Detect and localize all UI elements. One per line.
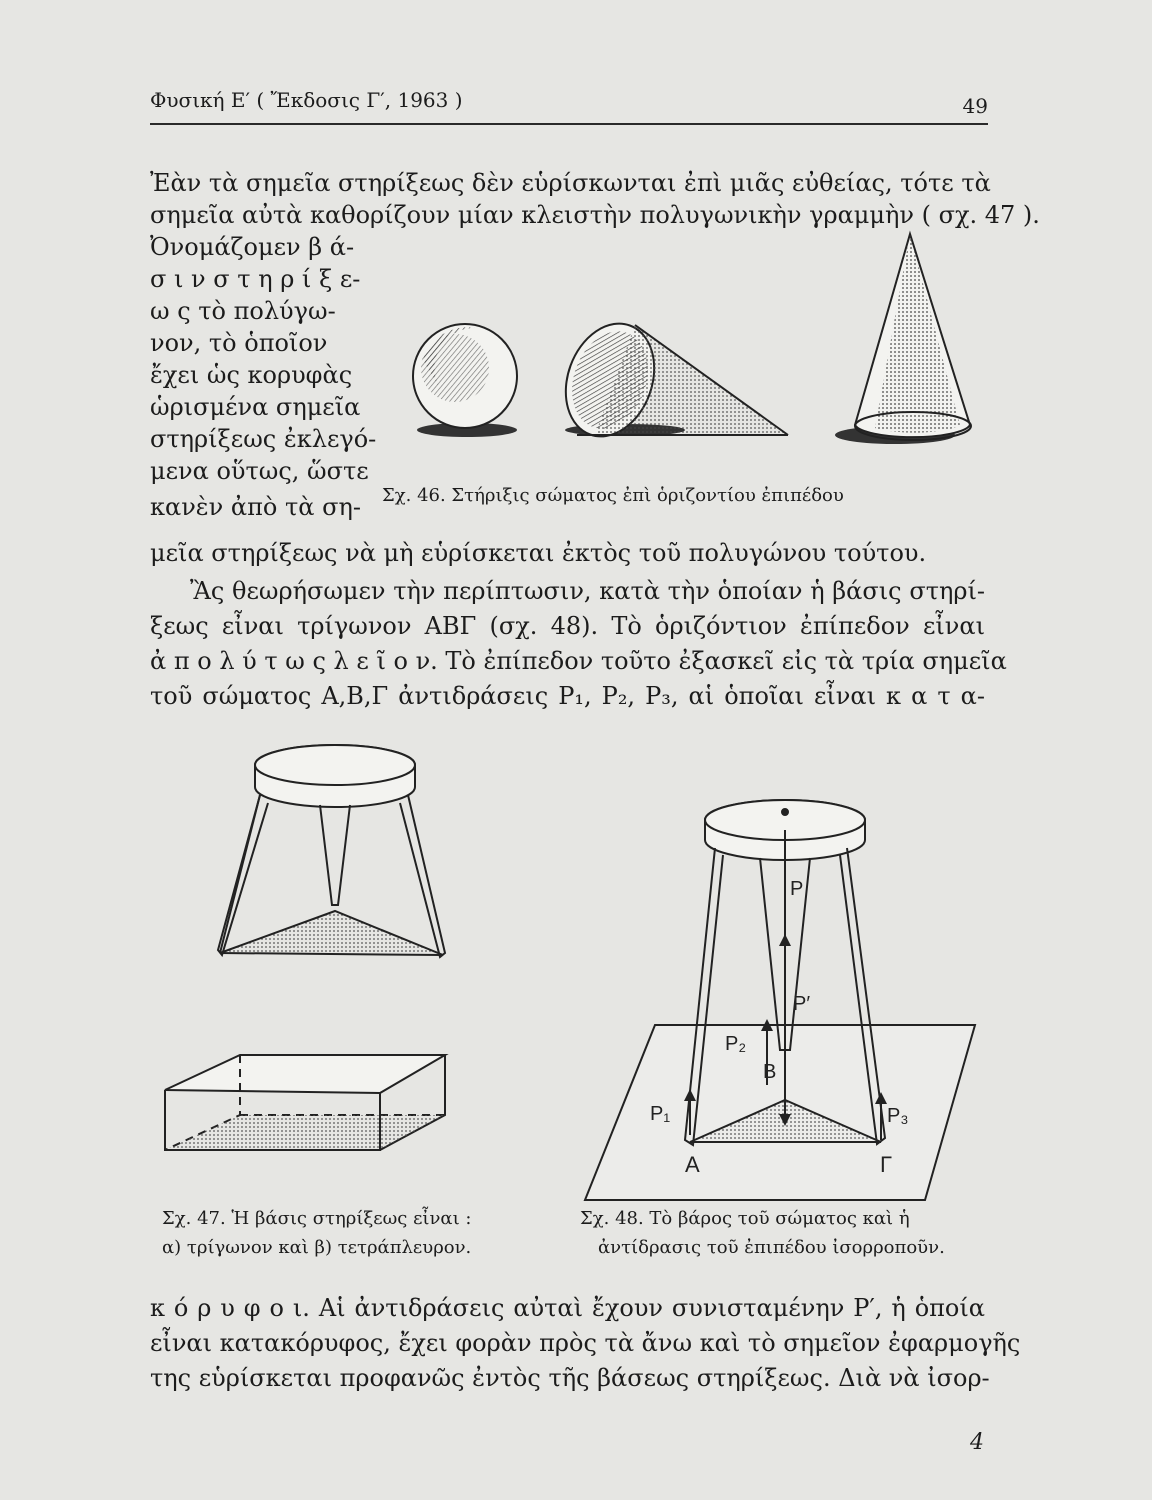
label-P-prime: P′ (793, 993, 811, 1015)
figure-48-caption-line: ἀντίδρασις τοῦ ἐπιπέδου ἰσορροποῦν. (598, 1237, 945, 1258)
label-A: A (685, 1152, 700, 1177)
signature-mark: 4 (970, 1430, 984, 1455)
rectangular-box-drawing (165, 1055, 445, 1150)
narrow-line: ὡρισμένα σημεῖα (150, 393, 361, 421)
text-line: της εὑρίσκεται προφανῶς ἐντὸς τῆς βάσεως στηρίξεως. Διὰ νὰ ἰσορ- (150, 1364, 990, 1392)
narrow-line: Ὀνομάζομεν β ά- (150, 233, 355, 261)
label-P2: P₂ (725, 1033, 747, 1055)
narrow-line: ω ς τὸ πολύγω- (150, 297, 336, 325)
narrow-line: ἔχει ὡς κορυφὰς (150, 361, 353, 389)
header-title: Φυσική Ε′ ( Ἔκδοσις Γ′, 1963 ) (150, 88, 463, 112)
figure-46-caption: Σχ. 46. Στήριξις σώματος ἐπὶ ὁριζοντίου ἐπιπέδου (382, 485, 844, 506)
text-line-2: σημεῖα αὐτὰ καθορίζουν μίαν κλειστὴν πολυγωνικὴν γραμμὴν ( σχ. 47 ). (150, 201, 1040, 229)
text-line: εἶναι κατακόρυφος, ἔχει φορὰν πρὸς τὰ ἄνω καὶ τὸ σημεῖον ἐφαρμογῆς (150, 1329, 1021, 1357)
running-header (150, 88, 988, 122)
text-line: τοῦ σώματος Α,Β,Γ ἀντιδράσεις P₁, P₂, P₃, αἱ ὁποῖαι εἶναι κ α τ α- (150, 682, 985, 710)
page-number: 49 (962, 94, 988, 118)
header-rule (150, 123, 988, 125)
text-line: ἀ π ο λ ύ τ ω ς λ ε ῖ ο ν. Τὸ ἐπίπεδον τοῦτο ἐξασκεῖ εἰς τὰ τρία σημεῖα (150, 647, 1007, 675)
figure-46 (405, 230, 985, 460)
three-leg-stool-drawing (218, 745, 445, 957)
figure-47-caption-line: Σχ. 47. Ἡ βάσις στηρίξεως εἶναι : (162, 1208, 472, 1229)
narrow-line: σ ι ν σ τ η ρ ί ξ ε- (150, 265, 361, 293)
label-P1: P₁ (650, 1103, 671, 1125)
figure-47-caption-line: α) τρίγωνον καὶ β) τετράπλευρον. (162, 1237, 472, 1258)
lying-cone-drawing (551, 311, 788, 449)
narrow-line: στηρίξεως ἐκλεγό- (150, 425, 377, 453)
upright-cone-drawing (835, 234, 971, 444)
narrow-line: μενα οὕτως, ὥστε (150, 457, 369, 485)
plane-and-stool-drawing (585, 800, 975, 1200)
text-line: μεῖα στηρίξεως νὰ μὴ εὑρίσκεται ἐκτὸς τοῦ πολυγώνου τούτου. (150, 539, 927, 567)
figure-47 (160, 725, 540, 1195)
label-P3: P₃ (887, 1105, 909, 1127)
narrow-line: κανὲν ἀπὸ τὰ ση- (150, 493, 361, 521)
text-line-1: Ἐὰν τὰ σημεῖα στηρίξεως δὲν εὑρίσκωνται ἐπὶ μιᾶς εὐθείας, τότε τὰ (150, 169, 991, 197)
figure-48-caption-line: Σχ. 48. Τὸ βάρος τοῦ σώματος καὶ ἡ (580, 1208, 910, 1229)
figure-48 (585, 800, 985, 1200)
sphere-drawing (413, 324, 517, 437)
narrow-line: νον, τὸ ὁποῖον (150, 329, 328, 357)
label-G: Γ (880, 1152, 893, 1177)
text-line: κ ό ρ υ φ ο ι. Αἱ ἀντιδράσεις αὐταὶ ἔχουν συνισταμένην P′, ἡ ὁποία (150, 1294, 985, 1322)
text-line: Ἂς θεωρήσωμεν τὴν περίπτωσιν, κατὰ τὴν ὁποίαν ἡ βάσις στηρί- (190, 577, 985, 605)
label-P: P (790, 878, 804, 900)
label-B: B (763, 1061, 777, 1083)
text-line: ξεως εἶναι τρίγωνον ΑΒΓ (σχ. 48). Τὸ ὁριζόντιον ἐπίπεδον εἶναι (150, 612, 985, 640)
